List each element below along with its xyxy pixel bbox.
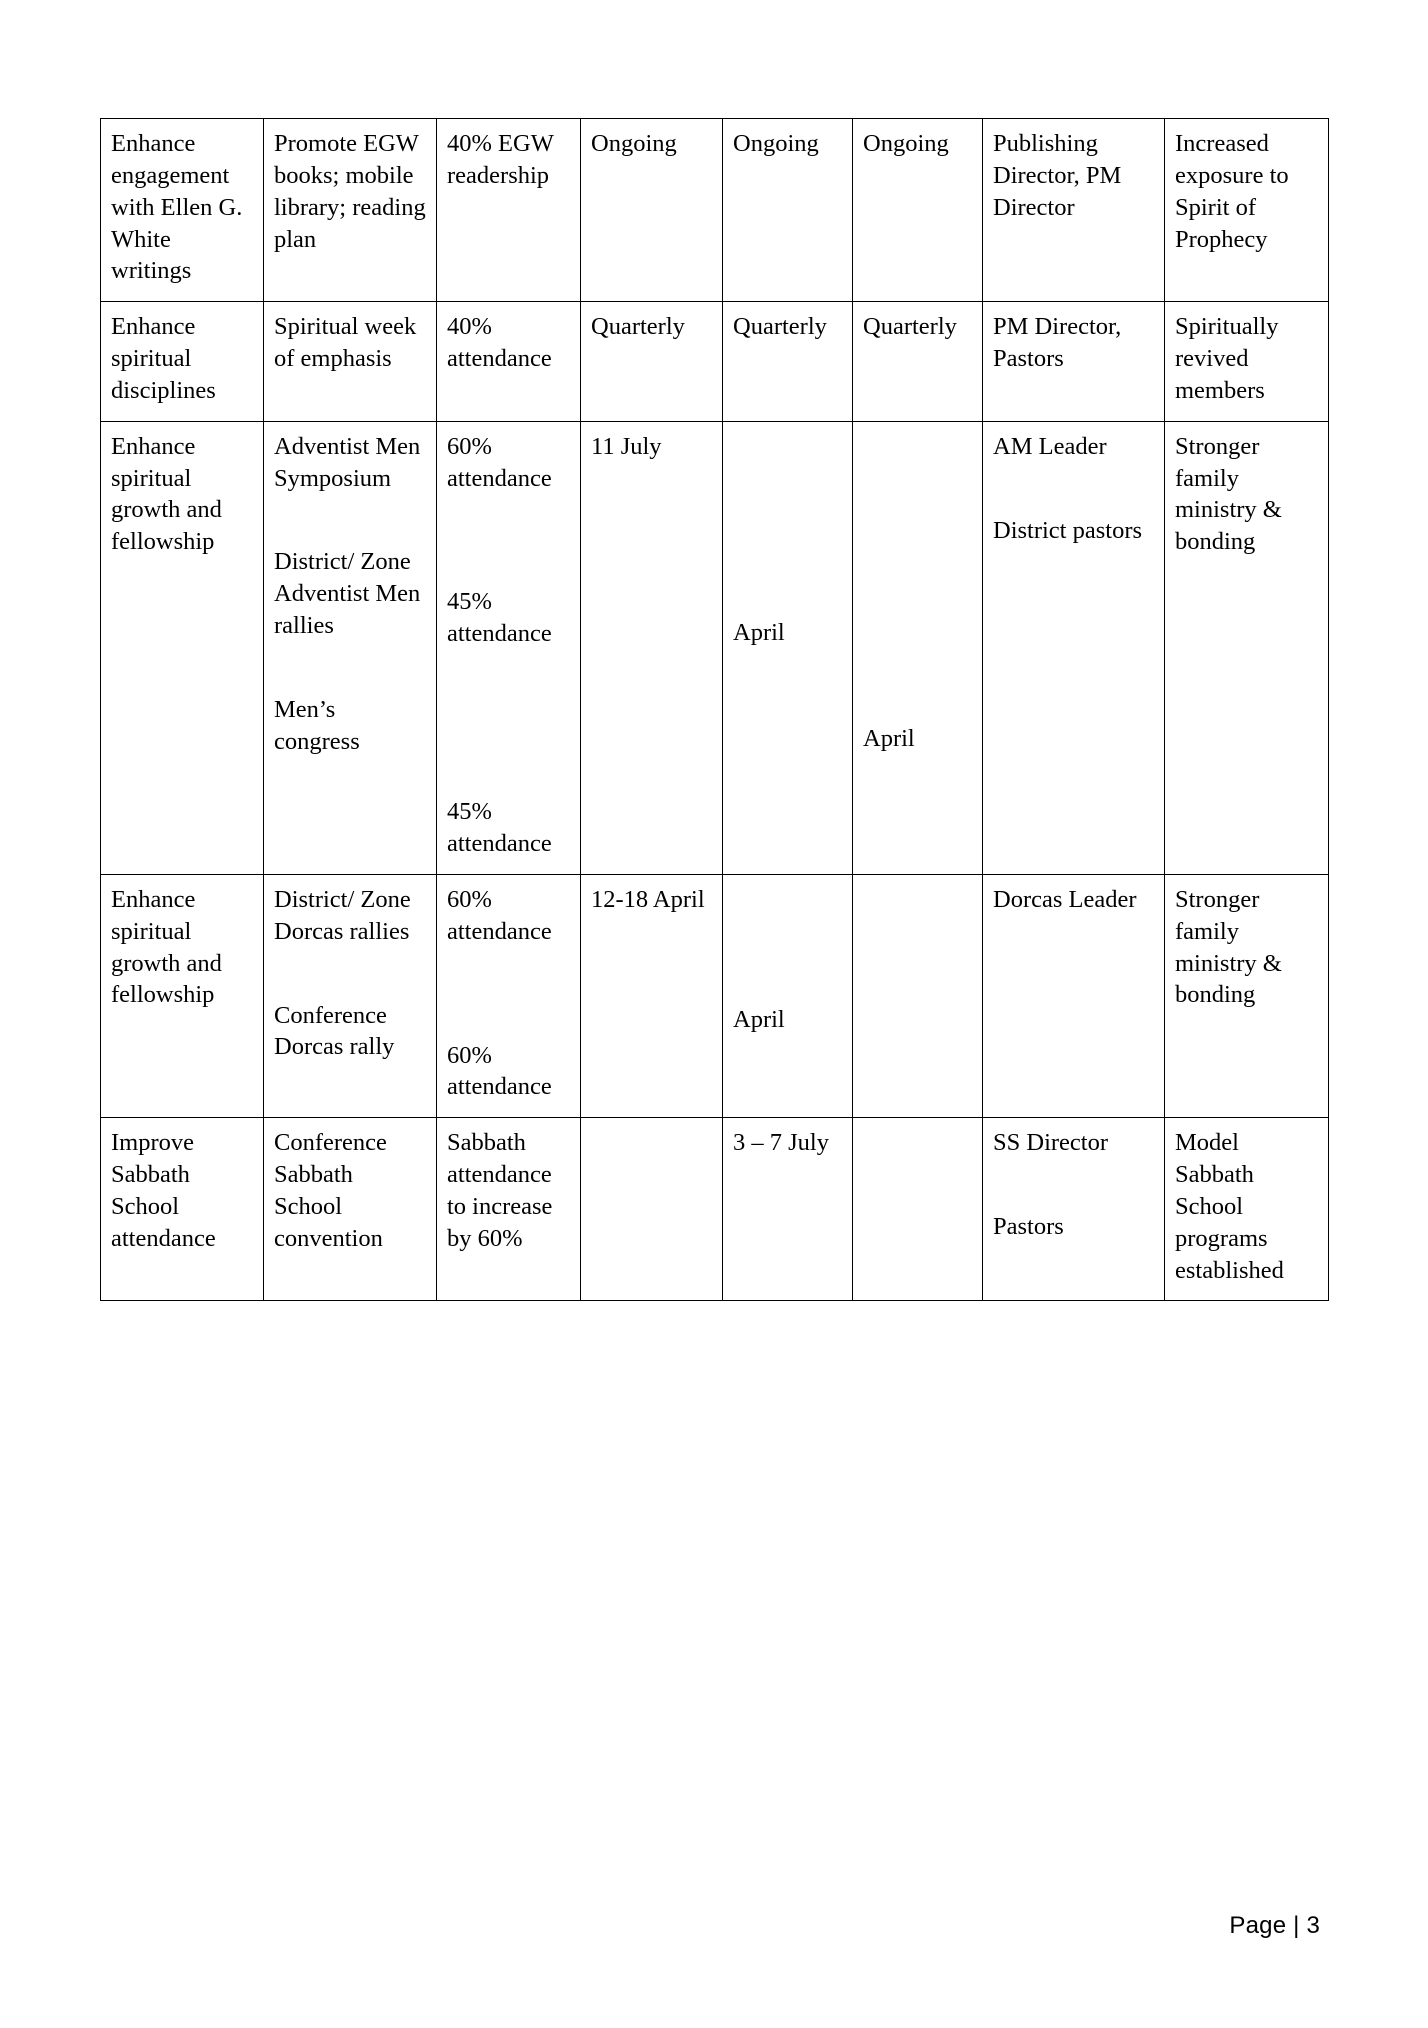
cell-quarter-3: Ongoing: [853, 119, 983, 302]
cell-quarter-1: Ongoing: [581, 119, 723, 302]
cell-indicator: 40% EGW readership: [437, 119, 581, 302]
activity-item: Men’s congress: [274, 695, 360, 755]
cell-indicator: [437, 421, 581, 874]
activity-item: Conference Dorcas rally: [274, 1001, 395, 1061]
responsible-item: SS Director: [993, 1129, 1108, 1157]
schedule-item: April: [863, 724, 915, 752]
table-row: [101, 302, 1329, 422]
responsible-item: District pastors: [993, 516, 1143, 544]
activity-item: District/ Zone Adventist Men rallies: [274, 548, 421, 640]
cell-indicator: Sabbath attendance to increase by 60%: [437, 1118, 581, 1301]
strategic-plan-table: [100, 118, 1329, 1301]
cell-outcome: Stronger family ministry & bonding: [1165, 874, 1329, 1117]
indicator-item: 60% attendance: [447, 432, 552, 492]
responsible-item: Pastors: [993, 1213, 1064, 1241]
cell-objective: Improve Sabbath School attendance: [101, 1118, 264, 1301]
cell-activity: [264, 874, 437, 1117]
indicator-item: 60% attendance: [447, 885, 552, 945]
cell-quarter-3: [853, 874, 983, 1117]
cell-responsible: Publishing Director, PM Director: [983, 119, 1165, 302]
indicator-item: 60% attendance: [447, 1041, 552, 1101]
cell-quarter-2: Quarterly: [723, 302, 853, 422]
cell-objective: Enhance spiritual disciplines: [101, 302, 264, 422]
cell-responsible: [983, 1118, 1165, 1301]
table-row: [101, 1118, 1329, 1301]
cell-responsible: [983, 421, 1165, 874]
cell-quarter-3: [853, 421, 983, 874]
cell-activity: Conference Sabbath School convention: [264, 1118, 437, 1301]
cell-outcome: Spiritually revived members: [1165, 302, 1329, 422]
cell-indicator: [437, 874, 581, 1117]
cell-activity: Promote EGW books; mobile library; reading plan: [264, 119, 437, 302]
indicator-item: 45% attendance: [447, 588, 552, 648]
cell-quarter-1: [581, 1118, 723, 1301]
cell-quarter-2: Ongoing: [723, 119, 853, 302]
cell-quarter-2: [723, 421, 853, 874]
table-row: [101, 421, 1329, 874]
schedule-item: April: [733, 1005, 785, 1033]
cell-objective: Enhance spiritual growth and fellowship: [101, 421, 264, 874]
cell-responsible: Dorcas Leader: [983, 874, 1165, 1117]
activity-item: District/ Zone Dorcas rallies: [274, 885, 411, 945]
cell-activity: [264, 421, 437, 874]
cell-indicator: 40% attendance: [437, 302, 581, 422]
cell-quarter-3: [853, 1118, 983, 1301]
table-row: [101, 119, 1329, 302]
page-footer: Page | 3: [1229, 1912, 1320, 1939]
cell-quarter-2: 3 – 7 July: [723, 1118, 853, 1301]
cell-responsible: PM Director, Pastors: [983, 302, 1165, 422]
cell-quarter-2: [723, 874, 853, 1117]
cell-outcome: Increased exposure to Spirit of Prophecy: [1165, 119, 1329, 302]
cell-quarter-1: Quarterly: [581, 302, 723, 422]
cell-activity: Spiritual week of emphasis: [264, 302, 437, 422]
cell-objective: Enhance spiritual growth and fellowship: [101, 874, 264, 1117]
responsible-item: AM Leader: [993, 432, 1107, 460]
cell-quarter-3: Quarterly: [853, 302, 983, 422]
cell-quarter-1: 11 July: [581, 421, 723, 874]
schedule-item: April: [733, 618, 785, 646]
table-row: [101, 874, 1329, 1117]
cell-outcome: Stronger family ministry & bonding: [1165, 421, 1329, 874]
cell-outcome: Model Sabbath School programs established: [1165, 1118, 1329, 1301]
cell-objective: Enhance engagement with Ellen G. White writings: [101, 119, 264, 302]
cell-quarter-1: 12-18 April: [581, 874, 723, 1117]
indicator-item: 45% attendance: [447, 798, 552, 857]
activity-item: Adventist Men Symposium: [274, 432, 421, 492]
